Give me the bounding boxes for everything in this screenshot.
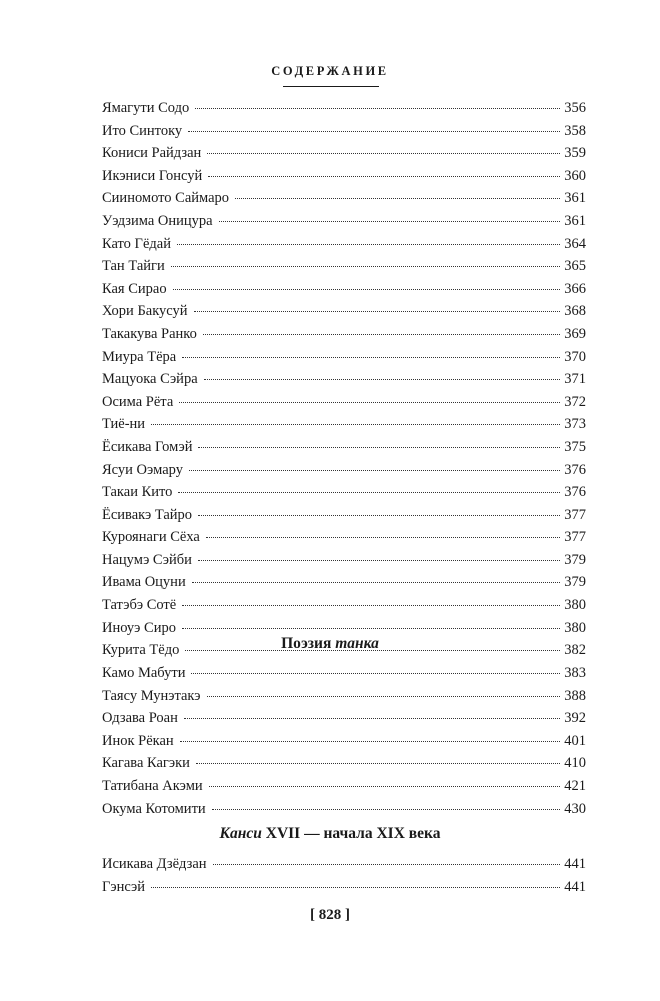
dot-leader [151, 424, 560, 425]
toc-entry[interactable] [102, 594, 586, 617]
toc-entry[interactable] [102, 300, 586, 323]
toc-entry-title: Тиё-ни [102, 416, 146, 433]
toc-entry[interactable] [102, 120, 586, 143]
toc-entry-title: Като Гёдай [102, 235, 171, 252]
toc-entry[interactable] [102, 685, 586, 708]
toc-entry-page-number: 360 [564, 167, 586, 184]
toc-entry[interactable] [102, 459, 586, 482]
toc-entry[interactable] [102, 730, 586, 753]
dot-leader [171, 266, 561, 267]
toc-entry-page-number: 382 [564, 642, 586, 659]
dot-leader [151, 887, 560, 888]
toc-entry[interactable] [102, 775, 586, 798]
toc-entry[interactable] [102, 481, 586, 504]
header-divider [283, 86, 379, 87]
dot-leader [207, 696, 561, 697]
toc-entry-title: Гэнсэй [102, 878, 145, 895]
toc-entry-title: Ивама Оцуни [102, 574, 186, 591]
toc-entry-page-number: 376 [564, 484, 586, 501]
toc-entry[interactable] [102, 571, 586, 594]
dot-leader [178, 492, 560, 493]
dot-leader [195, 108, 560, 109]
toc-entry-title: Сииномото Саймаро [102, 190, 230, 207]
toc-entry[interactable] [102, 752, 586, 775]
dot-leader [213, 864, 561, 865]
toc-entry-page-number: 383 [564, 665, 586, 681]
toc-entry[interactable] [102, 798, 586, 821]
dot-leader [219, 221, 561, 222]
section-heading-kansi [0, 825, 660, 843]
dot-leader [212, 809, 561, 810]
toc-entry-page-number: 388 [564, 687, 586, 704]
toc-entry-page-number: 377 [564, 529, 586, 546]
toc-entry-title: Осима Рёта [102, 393, 174, 410]
toc-entry[interactable] [102, 853, 586, 876]
toc-entry-page-number: 369 [564, 325, 586, 342]
dot-leader [209, 786, 561, 787]
toc-list-section-3 [102, 853, 586, 898]
toc-entry-title: Кагава Кагэки [102, 755, 190, 772]
toc-entry-title: Куроянаги Сёха [102, 529, 200, 546]
toc-entry-title: Курита Тёдо [102, 642, 180, 659]
toc-entry[interactable] [102, 278, 586, 301]
toc-entry-page-number: 359 [564, 145, 586, 162]
dot-leader [184, 718, 560, 719]
toc-entry-page-number: 364 [564, 235, 586, 252]
toc-entry[interactable] [102, 526, 586, 549]
toc-entry-title: Такаи Кито [102, 484, 173, 501]
toc-entry-page-number: 365 [564, 258, 586, 275]
toc-entry-title: Таясу Мунэтакэ [102, 687, 201, 704]
dot-leader [198, 515, 560, 516]
toc-entry[interactable] [102, 368, 586, 391]
toc-entry-page-number: 368 [564, 303, 586, 320]
dot-leader [203, 334, 560, 335]
toc-entry-title: Миура Тёра [102, 348, 177, 365]
toc-entry[interactable] [102, 436, 586, 459]
toc-entry[interactable] [102, 233, 586, 256]
dot-leader [194, 311, 561, 312]
dot-leader [208, 176, 560, 177]
dot-leader [196, 763, 560, 764]
toc-entry[interactable] [102, 210, 586, 233]
toc-entry-page-number: 373 [564, 416, 586, 433]
toc-entry-title: Хори Бакусуй [102, 303, 188, 320]
toc-entry-title: Ясуи Оэмару [102, 461, 183, 478]
dot-leader [188, 131, 560, 132]
toc-entry-title: Ямагути Содо [102, 100, 190, 116]
toc-entry-title: Инок Рёкан [102, 732, 174, 749]
page-number: [ 828 ] [310, 907, 350, 923]
dot-leader [207, 153, 560, 154]
toc-entry-page-number: 358 [564, 122, 586, 139]
toc-entry[interactable] [102, 165, 586, 188]
dot-leader [177, 244, 560, 245]
toc-entry-title: Одзава Роан [102, 710, 178, 727]
toc-entry[interactable] [102, 413, 586, 436]
dot-leader [173, 289, 561, 290]
toc-entry-title: Кая Сирао [102, 280, 167, 297]
dot-leader [235, 198, 560, 199]
toc-entry[interactable] [102, 346, 586, 369]
dot-leader [179, 402, 560, 403]
dot-leader [182, 605, 560, 606]
toc-entry[interactable] [102, 662, 586, 685]
dot-leader [189, 470, 560, 471]
toc-entry-page-number: 380 [564, 619, 586, 636]
toc-list-section-1 [102, 97, 586, 662]
dot-leader [198, 560, 560, 561]
section-heading-tanka-text: Поэзия [281, 635, 336, 652]
toc-entry-page-number: 376 [564, 461, 586, 478]
toc-entry-title: Нацумэ Сэйби [102, 551, 192, 568]
toc-entry-title: Камо Мабути [102, 665, 186, 681]
section-heading-kansi-text: XVII — начала XIX века [261, 825, 441, 842]
toc-entry-page-number: 372 [564, 393, 586, 410]
toc-entry-page-number: 361 [564, 190, 586, 207]
toc-entry-title: Мацуока Сэйра [102, 371, 198, 388]
toc-entry-title: Тан Тайги [102, 258, 165, 275]
dot-leader [180, 741, 561, 742]
toc-entry-page-number: 366 [564, 280, 586, 297]
section-heading-tanka [0, 635, 660, 653]
toc-entry-page-number: 380 [564, 597, 586, 614]
toc-entry-page-number: 371 [564, 371, 586, 388]
toc-entry-title: Такакува Ранко [102, 325, 197, 342]
toc-entry-title: Кониси Райдзан [102, 145, 202, 162]
dot-leader [206, 537, 560, 538]
toc-entry[interactable] [102, 323, 586, 346]
toc-entry-page-number: 356 [564, 100, 586, 116]
toc-entry-page-number: 401 [564, 732, 586, 749]
section-heading-kansi-italic: Канси [219, 825, 262, 842]
toc-entry-title: Икэниси Гонсуй [102, 167, 203, 184]
dot-leader [191, 673, 560, 674]
toc-entry-page-number: 430 [564, 800, 586, 817]
toc-entry-page-number: 379 [564, 574, 586, 591]
toc-entry-page-number: 377 [564, 506, 586, 523]
dot-leader [204, 379, 561, 380]
toc-entry-title: Татибана Акэми [102, 777, 203, 794]
toc-entry-title: Уэдзима Оницура [102, 212, 213, 229]
toc-entry-page-number: 375 [564, 438, 586, 455]
toc-entry-title: Исикава Дзёдзан [102, 856, 207, 872]
toc-entry-page-number: 370 [564, 348, 586, 365]
toc-entry-title: Ёсикава Гомэй [102, 438, 193, 455]
dot-leader [192, 582, 561, 583]
toc-entry-title: Ито Синтоку [102, 122, 183, 139]
toc-entry-page-number: 421 [564, 777, 586, 794]
page-header-title: СОДЕРЖАНИЕ [271, 64, 389, 78]
toc-entry-page-number: 361 [564, 212, 586, 229]
toc-entry-title: Окума Котомити [102, 800, 206, 817]
toc-list-section-2 [102, 662, 586, 820]
toc-entry[interactable] [102, 255, 586, 278]
toc-entry[interactable] [102, 504, 586, 527]
section-heading-tanka-italic: танка [335, 635, 379, 652]
toc-entry[interactable] [102, 549, 586, 572]
toc-entry-title: Ёсивакэ Тайро [102, 506, 193, 523]
dot-leader [182, 628, 560, 629]
toc-entry[interactable] [102, 391, 586, 414]
toc-entry[interactable] [102, 707, 586, 730]
toc-entry-title: Татэбэ Сотё [102, 597, 177, 614]
toc-entry-page-number: 392 [564, 710, 586, 727]
dot-leader [182, 357, 560, 358]
toc-entry-page-number: 441 [564, 878, 586, 895]
toc-entry-title: Иноуэ Сиро [102, 619, 176, 636]
toc-entry[interactable] [102, 97, 586, 120]
toc-entry[interactable] [102, 142, 586, 165]
dot-leader [198, 447, 560, 448]
toc-entry[interactable] [102, 187, 586, 210]
toc-entry-page-number: 441 [564, 856, 586, 872]
toc-entry-page-number: 410 [564, 755, 586, 772]
toc-entry-page-number: 379 [564, 551, 586, 568]
toc-entry[interactable] [102, 876, 586, 899]
